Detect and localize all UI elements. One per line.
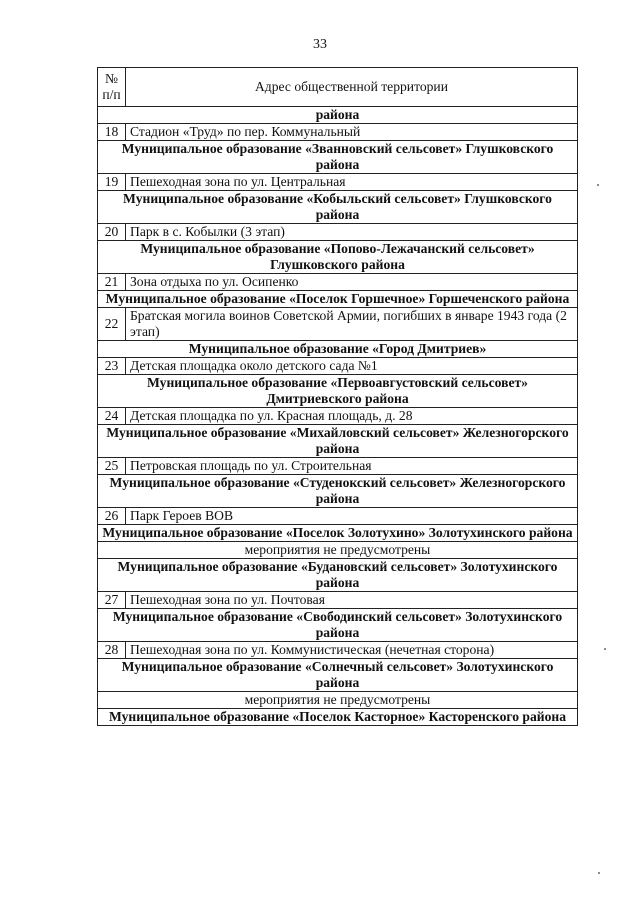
note-row (98, 542, 578, 559)
territory-address: Детская площадка около детского сада №1 (126, 358, 578, 375)
municipality-row (98, 375, 578, 408)
table-row (98, 592, 578, 609)
municipality-heading: района (98, 107, 578, 124)
municipality-heading: Муниципальное образование «Михайловский сельсовет» Железногорского района (98, 425, 578, 458)
table-row (98, 358, 578, 375)
table-body (98, 107, 578, 726)
scan-speck (604, 648, 606, 650)
municipality-row (98, 107, 578, 124)
row-number: 24 (98, 408, 126, 425)
territory-address: Петровская площадь по ул. Строительная (126, 458, 578, 475)
municipality-row (98, 141, 578, 174)
territory-address: Братская могила воинов Советской Армии, погибших в январе 1943 года (2 этап) (126, 308, 578, 341)
row-number: 21 (98, 274, 126, 291)
note-row (98, 692, 578, 709)
municipality-row (98, 709, 578, 726)
municipality-heading: Муниципальное образование «Поселок Золотухино» Золотухинского района (98, 525, 578, 542)
municipality-row (98, 191, 578, 224)
territory-address: Пешеходная зона по ул. Почтовая (126, 592, 578, 609)
row-number: 23 (98, 358, 126, 375)
table-row (98, 308, 578, 341)
municipality-heading: Муниципальное образование «Город Дмитриев» (98, 341, 578, 358)
table-row (98, 124, 578, 141)
row-number: 25 (98, 458, 126, 475)
table-row (98, 408, 578, 425)
municipality-row (98, 475, 578, 508)
municipality-heading: Муниципальное образование «Кобыльский сельсовет» Глушковского района (98, 191, 578, 224)
territories-table (97, 67, 578, 726)
table-row (98, 642, 578, 659)
row-number: 27 (98, 592, 126, 609)
territory-address: Парк в с. Кобылки (3 этап) (126, 224, 578, 241)
scan-speck (598, 872, 600, 874)
header-number-label-line2: п/п (102, 87, 121, 102)
scan-speck (597, 184, 599, 186)
municipality-row (98, 659, 578, 692)
table-row (98, 274, 578, 291)
territory-address: Парк Героев ВОВ (126, 508, 578, 525)
table-row (98, 174, 578, 191)
table-header-row (98, 68, 578, 107)
territory-address: Зона отдыха по ул. Осипенко (126, 274, 578, 291)
municipality-heading: Муниципальное образование «Будановский сельсовет» Золотухинского района (98, 559, 578, 592)
territory-address: Детская площадка по ул. Красная площадь, д. 28 (126, 408, 578, 425)
row-number: 18 (98, 124, 126, 141)
municipality-heading: Муниципальное образование «Поселок Касторное» Касторенского района (98, 709, 578, 726)
municipality-row (98, 425, 578, 458)
municipality-heading: Муниципальное образование «Поселок Горшечное» Горшеченского района (98, 291, 578, 308)
header-number-cell (98, 68, 126, 107)
municipality-heading: Муниципальное образование «Свободинский сельсовет» Золотухинского района (98, 609, 578, 642)
header-address-label: Адрес общественной территории (126, 68, 578, 107)
municipality-row (98, 341, 578, 358)
no-measures-note: мероприятия не предусмотрены (98, 542, 578, 559)
territory-address: Пешеходная зона по ул. Центральная (126, 174, 578, 191)
municipality-heading: Муниципальное образование «Студенокский сельсовет» Железногорского района (98, 475, 578, 508)
row-number: 28 (98, 642, 126, 659)
municipality-heading: Муниципальное образование «Попово-Лежачанский сельсовет» Глушковского района (98, 241, 578, 274)
header-number-label-line1: № (105, 71, 118, 86)
municipality-row (98, 241, 578, 274)
municipality-row (98, 609, 578, 642)
row-number: 20 (98, 224, 126, 241)
municipality-row (98, 525, 578, 542)
municipality-heading: Муниципальное образование «Званновский сельсовет» Глушковского района (98, 141, 578, 174)
municipality-row (98, 559, 578, 592)
page-number: 33 (313, 37, 327, 52)
municipality-heading: Муниципальное образование «Солнечный сельсовет» Золотухинского района (98, 659, 578, 692)
municipality-heading: Муниципальное образование «Первоавгустовский сельсовет» Дмитриевского района (98, 375, 578, 408)
table-row (98, 458, 578, 475)
no-measures-note: мероприятия не предусмотрены (98, 692, 578, 709)
row-number: 22 (98, 308, 126, 341)
territory-address: Стадион «Труд» по пер. Коммунальный (126, 124, 578, 141)
table-row (98, 224, 578, 241)
territory-address: Пешеходная зона по ул. Коммунистическая (нечетная сторона) (126, 642, 578, 659)
municipality-row (98, 291, 578, 308)
row-number: 19 (98, 174, 126, 191)
table-row (98, 508, 578, 525)
row-number: 26 (98, 508, 126, 525)
